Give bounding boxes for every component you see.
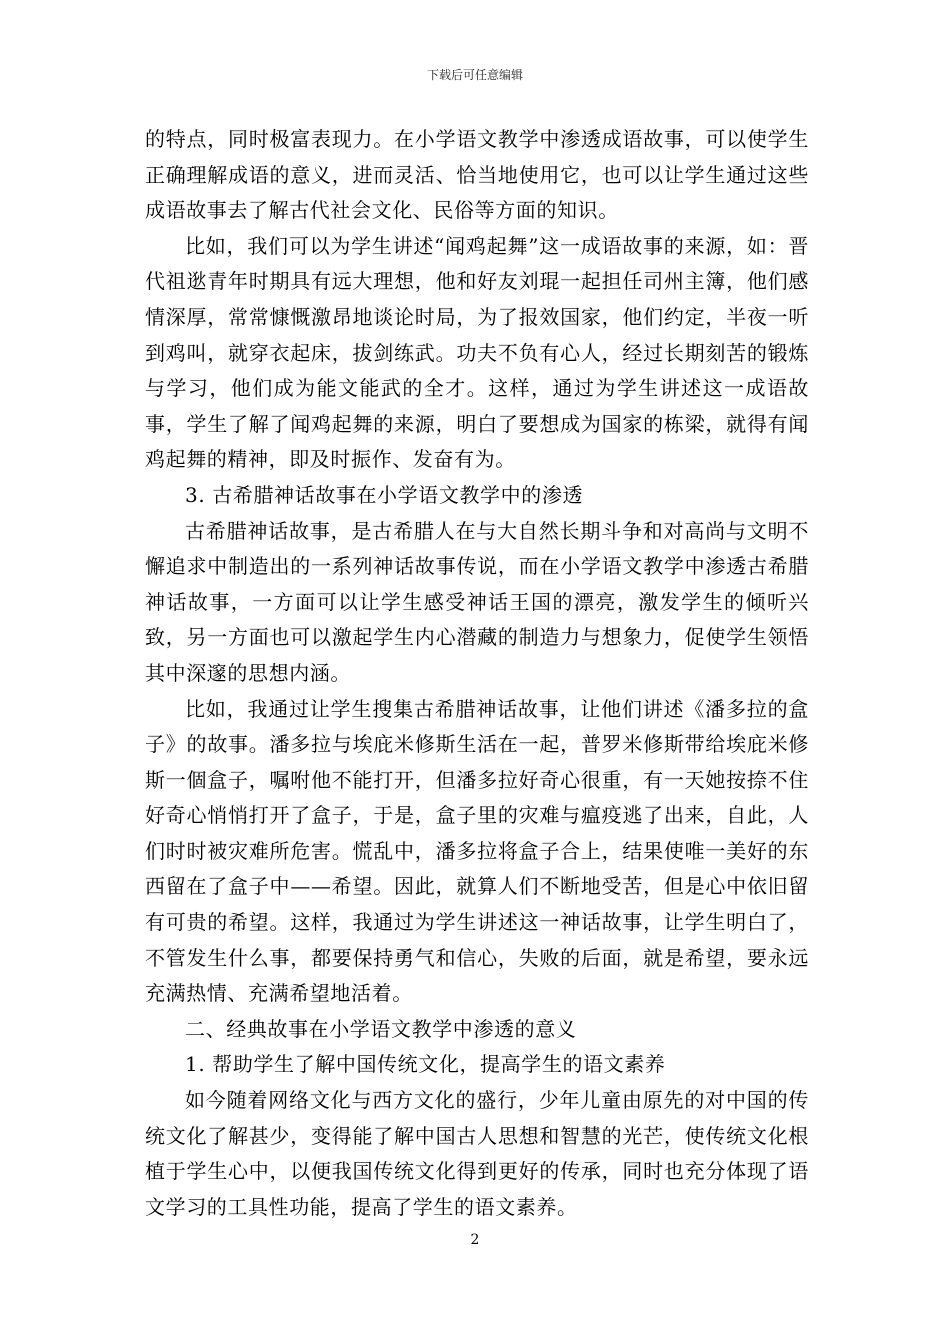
subsection-heading: 1. 帮助学生了解中国传统文化，提高学生的语文素养 bbox=[185, 1052, 666, 1077]
body-text bbox=[145, 122, 809, 1225]
paragraph: 如今随着网络文化与西方文化的盛行，少年儿童由原先的对中国的传统文化了解甚少，变得能了解中国古人思想和智慧的光芒，使传统文化根植于学生心中，以便我国传统文化得到更好的传承，同时也充分体现了语文学习的工具性功能，提高了学生的语文素养。 bbox=[145, 1088, 809, 1219]
page-header: 下载后可任意编辑 bbox=[426, 68, 523, 82]
paragraph: 比如，我们可以为学生讲述“闻鸡起舞”这一成语故事的来源，如：晋代祖逖青年时期具有远大理想，他和好友刘琨一起担任司州主簿，他们感情深厚，常常慷慨激昂地谈论时局，为了报效国家，他们约定，半夜一听到鸡叫，就穿衣起床，拔剑练武。功夫不负有心人，经过长期刻苦的锻炼与学习，他们成为能文能武的全才。这样，通过为学生讲述这一成语故事，学生了解了闻鸡起舞的来源，明白了要想成为国家的栋梁，就得有闻鸡起舞的精神，即及时振作、发奋有为。 bbox=[145, 233, 809, 472]
section-heading: 二、经典故事在小学语文教学中渗透的意义 bbox=[185, 1016, 577, 1041]
page-number: 2 bbox=[470, 1232, 480, 1248]
section-heading: 3. 古希腊神话故事在小学语文教学中的渗透 bbox=[185, 482, 584, 507]
paragraph: 比如，我通过让学生搜集古希腊神话故事，让他们讲述《潘多拉的盒子》的故事。潘多拉与埃庇米修斯生活在一起，普罗米修斯带给埃庇米修斯一個盒子，嘱咐他不能打开，但潘多拉好奇心很重，有一天她按捺不住好奇心悄悄打开了盒子，于是，盒子里的灾难与瘟疫逃了出来，自此，人们时时被灾难所危害。慌乱中，潘多拉将盒子合上，结果使唯一美好的东西留在了盒子中——希望。因此，就算人们不断地受苦，但是心中依旧留有可贵的希望。这样，我通过为学生讲述这一神话故事，让学生明白了，不管发生什么事，都要保持勇气和信心，失败的后面，就是希望，要永远充满热情、充满希望地活着。 bbox=[145, 696, 809, 1006]
paragraph: 古希腊神话故事，是古希腊人在与大自然长期斗争和对高尚与文明不懈追求中制造出的一系列神话故事传说，而在小学语文教学中渗透古希腊神话故事，一方面可以让学生感受神话王国的漂亮，激发学生的倾听兴致，另一方面也可以激起学生内心潜藏的制造力与想象力，促使学生领悟其中深邃的思想内涵。 bbox=[145, 518, 809, 685]
paragraph: 的特点，同时极富表现力。在小学语文教学中渗透成语故事，可以使学生正确理解成语的意义，进而灵活、恰当地使用它，也可以让学生通过这些成语故事去了解古代社会文化、民俗等方面的知识。 bbox=[145, 127, 809, 223]
